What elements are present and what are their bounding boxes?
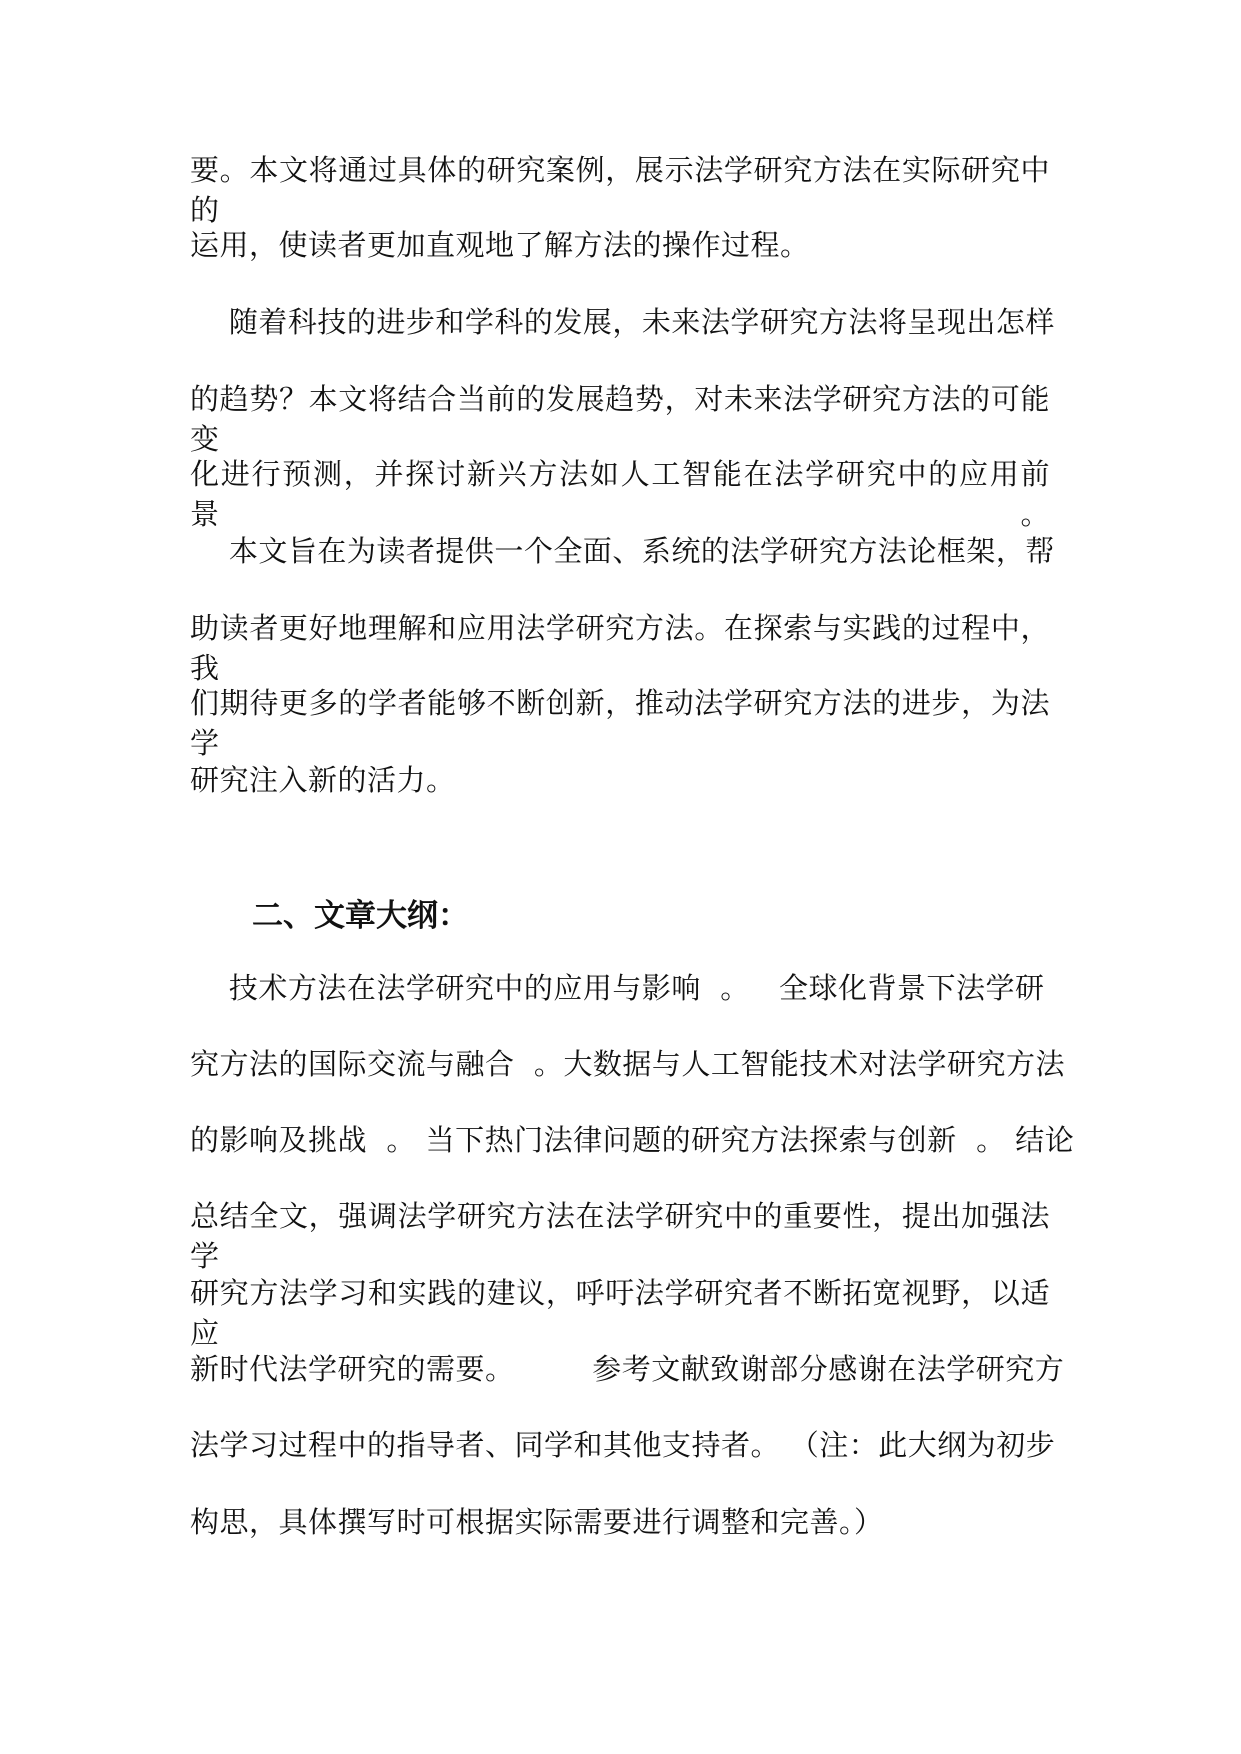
outline-line: 法学习过程中的指导者、同学和其他支持者。 （注：此大纲为初步 (190, 1428, 1056, 1462)
outline-line: 究方法的国际交流与融合 。大数据与人工智能技术对法学研究方法 (190, 1047, 1065, 1081)
outline-line: 新时代法学研究的需要。 参考文献致谢部分感谢在法学研究方 (190, 1352, 1065, 1386)
paragraph-line: 的趋势？本文将结合当前的发展趋势，对未来法学研究方法的可能变 (190, 382, 1050, 456)
paragraph-line: 助读者更好地理解和应用法学研究方法。在探索与实践的过程中，我 (190, 611, 1050, 685)
paragraph-line: 研究注入新的活力。 (190, 763, 456, 797)
section-heading: 二、文章大纲： (252, 898, 469, 934)
paragraph-line: 运用，使读者更加直观地了解方法的操作过程。 (190, 228, 810, 262)
paragraph-line: 化进行预测，并探讨新兴方法如人工智能在法学研究中的应用前景。 (190, 457, 1050, 531)
outline-line: 研究方法学习和实践的建议，呼吁法学研究者不断拓宽视野，以适应 (190, 1276, 1050, 1350)
paragraph-line: 要。本文将通过具体的研究案例，展示法学研究方法在实际研究中的 (190, 153, 1050, 227)
paragraph-line: 们期待更多的学者能够不断创新，推动法学研究方法的进步，为法学 (190, 686, 1050, 760)
paragraph-line: 本文旨在为读者提供一个全面、系统的法学研究方法论框架，帮 (190, 534, 1055, 568)
outline-line: 总结全文，强调法学研究方法在法学研究中的重要性，提出加强法学 (190, 1199, 1050, 1273)
outline-line: 技术方法在法学研究中的应用与影响 。 全球化背景下法学研 (190, 971, 1045, 1005)
paragraph-line: 随着科技的进步和学科的发展，未来法学研究方法将呈现出怎样 (190, 305, 1055, 339)
outline-line: 的影响及挑战 。 当下热门法律问题的研究方法探索与创新 。 结论 (190, 1123, 1075, 1157)
outline-line: 构思，具体撰写时可根据实际需要进行调整和完善。） (190, 1505, 884, 1539)
